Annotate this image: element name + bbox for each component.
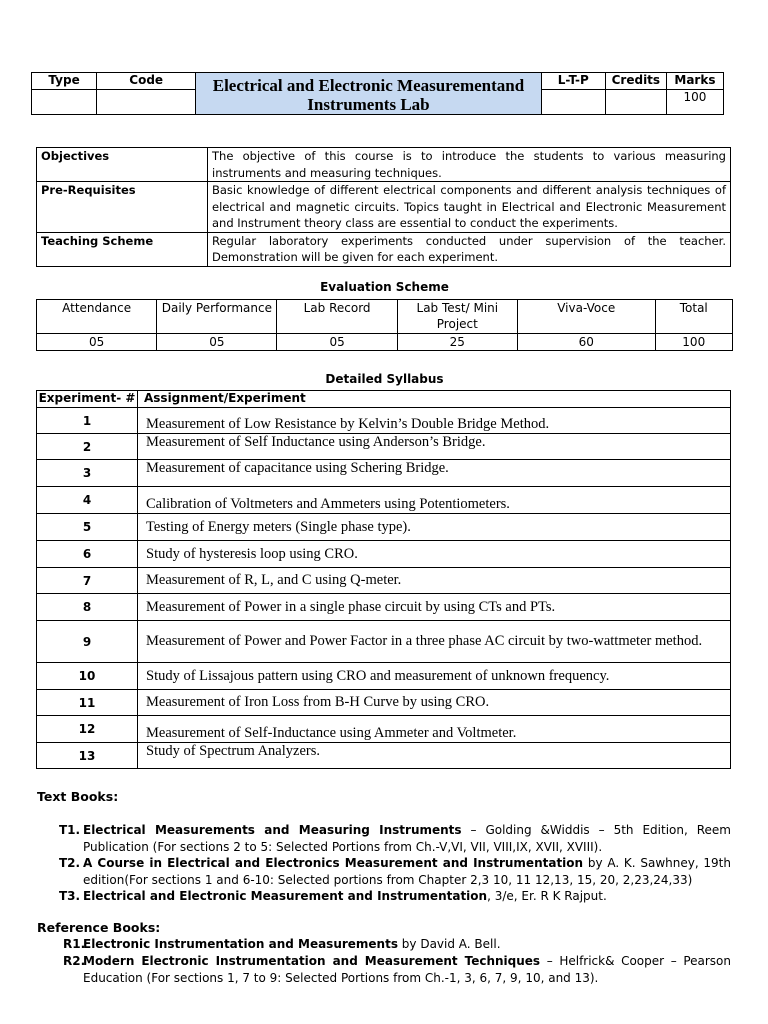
experiment-text: Measurement of Iron Loss from B-H Curve by using CRO. [138,690,731,716]
experiment-text: Study of Lissajous pattern using CRO and measurement of unknown frequency. [138,663,731,690]
objectives-label: Objectives [37,148,208,182]
credits-value [605,90,666,115]
prereq-label: Pre-Requisites [37,182,208,233]
type-label: Type [32,73,97,90]
eval-header: Total [655,300,733,334]
marks-value: 100 [666,90,723,115]
experiment-number: 1 [37,408,138,434]
experiment-text: Study of hysteresis loop using CRO. [138,541,731,568]
reference-book-item [63,953,731,986]
eval-header: Attendance [37,300,157,334]
book-details: by David A. Bell. [397,937,501,951]
experiment-number: 6 [37,541,138,568]
experiment-text: Calibration of Voltmeters and Ammeters using Potentiometers. [138,487,731,514]
syllabus-table [36,390,731,769]
book-title: Electrical and Electronic Measurement and Instrumentation [83,889,488,903]
course-title: Electrical and Electronic Measurementand Instruments Lab [196,73,541,115]
book-details: by A. K. Sawhney, 19th edition(For sections 1 and 6-10: Selected portions from Chapter 2,3 10, 11 12,13, 15, 20, 2,23,24,33) [83,856,731,887]
code-label: Code [97,73,196,90]
eval-value: 60 [517,334,655,351]
book-title: Electronic Instrumentation and Measurements [83,937,398,951]
evaluation-caption: Evaluation Scheme [320,280,449,294]
experiment-text: Study of Spectrum Analyzers. [138,743,731,769]
course-header-table [31,72,724,115]
eval-header: Daily Performance [157,300,277,334]
book-title: Electrical Measurements and Measuring Instruments [83,823,462,837]
col-assignment: Assignment/Experiment [138,391,731,408]
book-label: T2. [59,856,81,870]
eval-header: Lab Test/ Mini Project [397,300,517,334]
experiment-number: 2 [37,434,138,460]
experiment-number: 10 [37,663,138,690]
experiment-text: Measurement of Self Inductance using Anderson’s Bridge. [138,434,731,460]
experiment-number: 12 [37,716,138,743]
ltp-value [541,90,605,115]
experiment-text: Measurement of Power in a single phase circuit by using CTs and PTs. [138,594,731,621]
experiment-number: 9 [37,621,138,663]
evaluation-table [36,299,733,351]
experiment-number: 7 [37,568,138,594]
syllabus-caption: Detailed Syllabus [325,372,444,386]
eval-value: 05 [157,334,277,351]
experiment-text: Measurement of Self-Inductance using Ammeter and Voltmeter. [138,716,731,743]
book-title: A Course in Electrical and Electronics Measurement and Instrumentation [83,856,584,870]
eval-value: 100 [655,334,733,351]
book-label: R2. [63,954,86,968]
code-value [97,90,196,115]
text-book-item [59,855,731,888]
book-label: T3. [59,889,81,903]
marks-label: Marks [666,73,723,90]
type-value [32,90,97,115]
text-book-item [59,822,731,855]
eval-value: 05 [277,334,397,351]
experiment-number: 3 [37,460,138,487]
experiment-text: Measurement of Low Resistance by Kelvin’s Double Bridge Method. [138,408,731,434]
experiment-number: 5 [37,514,138,541]
experiment-number: 8 [37,594,138,621]
text-book-item [59,888,731,905]
experiment-number: 13 [37,743,138,769]
objectives-text: The objective of this course is to introduce the students to various measuring instruments and measuring techniques. [208,148,731,182]
teaching-label: Teaching Scheme [37,232,208,266]
teaching-text: Regular laboratory experiments conducted under supervision of the teacher. Demonstration will be given for each experiment. [208,232,731,266]
text-books-heading: Text Books: [37,789,119,804]
book-details: , 3/e, Er. R K Rajput. [487,889,607,903]
eval-header: Viva-Voce [517,300,655,334]
experiment-text: Testing of Energy meters (Single phase type). [138,514,731,541]
reference-book-item [63,936,731,953]
experiment-number: 4 [37,487,138,514]
credits-label: Credits [605,73,666,90]
reference-books-heading: Reference Books: [37,920,161,935]
book-title: Modern Electronic Instrumentation and Measurement Techniques [83,954,541,968]
book-label: R1. [63,937,86,951]
experiment-number: 11 [37,690,138,716]
eval-value: 25 [397,334,517,351]
ltp-label: L-T-P [541,73,605,90]
book-details: – Helfrick& Cooper – Pearson Education (For sections 1, 7 to 9: Selected Portions from Ch.-1, 3, 6, 7, 9, 10, and 13). [83,954,732,985]
experiment-text: Measurement of capacitance using Schering Bridge. [138,460,731,487]
experiment-text: Measurement of Power and Power Factor in a three phase AC circuit by two-wattmeter method. [138,621,731,663]
experiment-text: Measurement of R, L, and C using Q-meter. [138,568,731,594]
book-label: T1. [59,823,81,837]
eval-header: Lab Record [277,300,397,334]
col-experiment-number: Experiment- # [37,391,138,408]
eval-value: 05 [37,334,157,351]
book-details: – Golding &Widdis – 5th Edition, Reem Publication (For sections 2 to 5: Selected Portions from Ch.-V,VI, VII, VIII,IX, XVII, XVIII). [83,823,731,854]
course-info-table [36,147,731,267]
prereq-text: Basic knowledge of different electrical components and different analysis techniques of electrical and magnetic circuits. Topics taught in Electrical and Electronic Measurement and Instrument theory class are essential to conduct the experiments. [208,182,731,233]
